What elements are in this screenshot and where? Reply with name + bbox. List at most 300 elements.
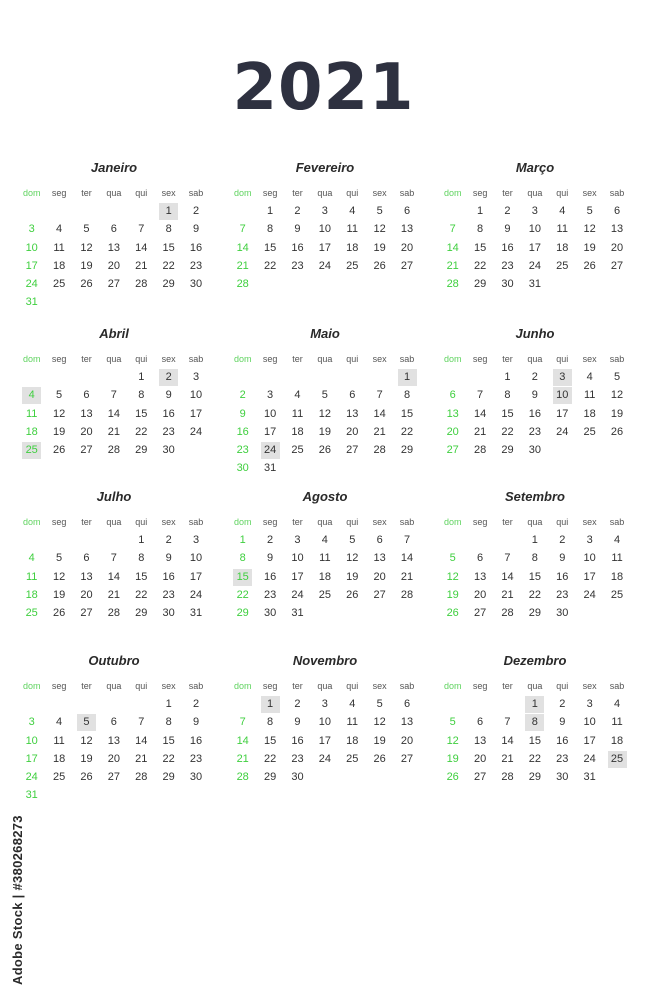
weekday-header: sab bbox=[609, 354, 625, 364]
weekday-header: dom bbox=[443, 354, 462, 364]
day-cell: 14 bbox=[446, 241, 459, 254]
day-cell: 23 bbox=[189, 259, 203, 272]
day-cell: 31 bbox=[528, 278, 541, 291]
month-block bbox=[18, 160, 210, 312]
day-cell: 15 bbox=[135, 407, 148, 420]
empty-cell bbox=[73, 695, 100, 713]
day-cell: 23 bbox=[236, 444, 249, 457]
day-cell: 30 bbox=[189, 278, 203, 291]
weekday-header: ter bbox=[292, 681, 303, 691]
day-cell: 26 bbox=[80, 771, 93, 784]
day-cell: 13 bbox=[346, 407, 359, 420]
weekday-header: ter bbox=[502, 517, 513, 527]
day-cell: 20 bbox=[107, 752, 120, 765]
day-cell: 23 bbox=[556, 588, 569, 601]
day-cell: 27 bbox=[400, 752, 414, 765]
day-cell: 6 bbox=[613, 205, 621, 217]
day-cell: 12 bbox=[373, 716, 386, 729]
day-cell: 13 bbox=[610, 223, 624, 236]
day-cell: 18 bbox=[52, 259, 66, 272]
weekday-header: dom bbox=[443, 517, 462, 527]
day-cell: 6 bbox=[449, 389, 456, 402]
day-cell: 29 bbox=[135, 607, 148, 620]
empty-cell bbox=[256, 368, 283, 386]
empty-cell bbox=[494, 695, 521, 713]
day-cell: 7 bbox=[376, 389, 383, 402]
day-cell: 26 bbox=[446, 771, 459, 784]
day-cell: 12 bbox=[346, 552, 359, 565]
day-cell: 4 bbox=[349, 698, 356, 710]
weekday-header: sex bbox=[372, 188, 387, 198]
day-cell: 29 bbox=[236, 607, 249, 620]
day-cell: 24 bbox=[25, 771, 38, 784]
holiday-day: 5 bbox=[73, 713, 100, 731]
day-cell: 5 bbox=[376, 205, 383, 217]
empty-cell bbox=[100, 368, 127, 386]
day-cell: 17 bbox=[291, 570, 304, 583]
day-cell: 4 bbox=[56, 716, 63, 729]
weekday-header: sab bbox=[399, 517, 415, 527]
weekday-header: sab bbox=[188, 681, 204, 691]
day-cell: 19 bbox=[52, 588, 66, 601]
day-cell: 10 bbox=[189, 552, 203, 565]
empty-cell bbox=[284, 368, 311, 386]
empty-cell bbox=[311, 368, 338, 386]
weekday-header: sab bbox=[188, 517, 204, 527]
day-cell: 4 bbox=[321, 534, 328, 546]
day-cell: 20 bbox=[80, 425, 93, 438]
holiday-day: 10 bbox=[549, 386, 576, 404]
weekday-header: qua bbox=[106, 188, 122, 198]
weekday-header: qui bbox=[135, 681, 148, 691]
day-cell: 23 bbox=[291, 752, 304, 765]
day-cell: 15 bbox=[473, 241, 487, 254]
month-name: Maio bbox=[310, 326, 340, 341]
day-cell: 3 bbox=[294, 534, 301, 546]
day-cell: 10 bbox=[25, 241, 38, 254]
day-cell: 17 bbox=[189, 570, 203, 583]
day-cell: 2 bbox=[559, 534, 566, 546]
day-cell: 28 bbox=[373, 444, 386, 457]
day-cell: 10 bbox=[25, 734, 38, 747]
weekday-header: dom bbox=[233, 681, 252, 691]
day-cell: 10 bbox=[189, 389, 203, 402]
day-cell: 16 bbox=[291, 241, 304, 254]
day-cell: 5 bbox=[449, 552, 456, 565]
weekday-header: seg bbox=[51, 681, 67, 691]
day-cell: 6 bbox=[110, 716, 117, 729]
weekday-header: dom bbox=[233, 354, 252, 364]
empty-cell bbox=[45, 695, 72, 713]
month-name: Fevereiro bbox=[295, 160, 355, 175]
day-cell: 4 bbox=[586, 371, 593, 383]
weekday-header: qua bbox=[527, 681, 543, 691]
month-name: Outubro bbox=[88, 653, 140, 668]
day-cell: 18 bbox=[291, 425, 304, 438]
day-cell: 20 bbox=[610, 241, 624, 254]
weekday-header: qua bbox=[106, 681, 122, 691]
day-cell: 10 bbox=[318, 716, 331, 729]
day-cell: 25 bbox=[610, 588, 624, 601]
day-cell: 26 bbox=[373, 752, 386, 765]
day-cell: 25 bbox=[318, 588, 331, 601]
weekday-header: qui bbox=[346, 188, 359, 198]
weekday-header: qua bbox=[527, 188, 543, 198]
day-cell: 29 bbox=[263, 771, 277, 784]
weekday-header: seg bbox=[262, 517, 278, 527]
weekday-header: sex bbox=[372, 517, 387, 527]
weekday-header: ter bbox=[81, 354, 92, 364]
day-cell: 25 bbox=[346, 752, 359, 765]
day-cell: 21 bbox=[501, 588, 514, 601]
day-cell: 26 bbox=[610, 425, 624, 438]
day-cell: 30 bbox=[162, 607, 175, 620]
day-cell: 28 bbox=[400, 588, 414, 601]
day-cell: 12 bbox=[446, 570, 459, 583]
day-cell: 8 bbox=[403, 389, 411, 402]
day-cell: 18 bbox=[346, 241, 359, 254]
weekday-header: ter bbox=[292, 517, 303, 527]
month-name: Julho bbox=[96, 489, 132, 504]
day-cell: 2 bbox=[239, 389, 246, 402]
day-cell: 21 bbox=[236, 752, 249, 765]
weekday-header: qua bbox=[527, 354, 543, 364]
holiday-day: 3 bbox=[549, 368, 576, 386]
day-cell: 20 bbox=[400, 734, 414, 747]
day-cell: 30 bbox=[528, 444, 541, 457]
day-cell: 7 bbox=[403, 534, 411, 546]
day-cell: 18 bbox=[25, 425, 38, 438]
day-cell: 10 bbox=[528, 223, 541, 236]
day-cell: 29 bbox=[501, 444, 514, 457]
day-cell: 16 bbox=[189, 241, 203, 254]
empty-cell bbox=[229, 695, 256, 713]
day-cell: 14 bbox=[473, 407, 487, 420]
weekday-header: qua bbox=[317, 354, 333, 364]
empty-cell bbox=[494, 531, 521, 549]
day-cell: 10 bbox=[583, 552, 596, 565]
day-cell: 30 bbox=[291, 771, 304, 784]
day-cell: 29 bbox=[400, 444, 414, 457]
weekday-header: sex bbox=[582, 517, 597, 527]
month-block bbox=[18, 653, 210, 805]
day-cell: 15 bbox=[528, 570, 541, 583]
day-cell: 6 bbox=[477, 716, 484, 729]
weekday-header: seg bbox=[472, 517, 488, 527]
day-cell: 29 bbox=[162, 771, 175, 784]
day-cell: 9 bbox=[559, 716, 566, 729]
day-cell: 24 bbox=[318, 259, 331, 272]
day-cell: 17 bbox=[318, 734, 331, 747]
holiday-day: 1 bbox=[521, 695, 548, 713]
day-cell: 2 bbox=[294, 205, 301, 217]
day-cell: 12 bbox=[80, 241, 93, 254]
day-cell: 30 bbox=[556, 607, 569, 620]
month-block bbox=[18, 489, 210, 622]
day-cell: 29 bbox=[162, 278, 175, 291]
day-cell: 26 bbox=[583, 259, 596, 272]
weekday-header: ter bbox=[292, 354, 303, 364]
stock-watermark-id: Adobe Stock | #380268273 bbox=[10, 815, 25, 985]
month-name: Dezembro bbox=[503, 653, 567, 668]
month-name: Setembro bbox=[505, 489, 565, 504]
weekday-header: qui bbox=[135, 354, 148, 364]
day-cell: 5 bbox=[586, 205, 593, 217]
day-cell: 10 bbox=[583, 716, 596, 729]
holiday-day: 25 bbox=[18, 441, 45, 459]
day-cell: 11 bbox=[583, 389, 596, 402]
day-cell: 9 bbox=[531, 389, 538, 402]
day-cell: 8 bbox=[138, 552, 145, 565]
day-cell: 9 bbox=[559, 552, 566, 565]
day-cell: 6 bbox=[83, 552, 90, 565]
day-cell: 21 bbox=[446, 259, 459, 272]
weekday-header: sab bbox=[188, 188, 204, 198]
day-cell: 15 bbox=[528, 734, 541, 747]
day-cell: 20 bbox=[80, 588, 93, 601]
day-cell: 27 bbox=[107, 771, 120, 784]
weekday-header: seg bbox=[472, 681, 488, 691]
weekday-header: sab bbox=[609, 188, 625, 198]
day-cell: 25 bbox=[556, 259, 569, 272]
day-cell: 12 bbox=[52, 570, 66, 583]
day-cell: 1 bbox=[477, 205, 484, 217]
empty-cell bbox=[128, 695, 155, 713]
day-cell: 16 bbox=[162, 570, 175, 583]
day-cell: 2 bbox=[559, 698, 566, 710]
day-cell: 11 bbox=[346, 716, 358, 729]
empty-cell bbox=[466, 368, 493, 386]
day-cell: 28 bbox=[236, 771, 249, 784]
day-cell: 19 bbox=[346, 570, 359, 583]
day-cell: 9 bbox=[192, 716, 200, 729]
day-cell: 20 bbox=[373, 570, 386, 583]
day-cell: 16 bbox=[556, 570, 569, 583]
day-cell: 28 bbox=[107, 444, 120, 457]
day-cell: 9 bbox=[239, 407, 246, 420]
day-cell: 31 bbox=[25, 789, 38, 802]
day-cell: 4 bbox=[559, 205, 566, 217]
day-cell: 26 bbox=[346, 588, 359, 601]
day-cell: 25 bbox=[52, 278, 66, 291]
day-cell: 2 bbox=[165, 534, 172, 546]
day-cell: 11 bbox=[319, 552, 331, 565]
weekday-header: sab bbox=[609, 681, 625, 691]
day-cell: 12 bbox=[610, 389, 624, 402]
weekday-header: sex bbox=[161, 681, 176, 691]
weekday-header: ter bbox=[81, 188, 92, 198]
day-cell: 14 bbox=[400, 552, 414, 565]
holiday-day: 15 bbox=[229, 568, 256, 586]
day-cell: 19 bbox=[583, 241, 596, 254]
day-cell: 25 bbox=[291, 444, 304, 457]
day-cell: 17 bbox=[318, 241, 331, 254]
day-cell: 9 bbox=[192, 223, 200, 236]
day-cell: 28 bbox=[135, 278, 148, 291]
day-cell: 7 bbox=[477, 389, 484, 402]
day-cell: 16 bbox=[291, 734, 304, 747]
day-cell: 20 bbox=[107, 259, 120, 272]
day-cell: 1 bbox=[504, 371, 511, 383]
day-cell: 6 bbox=[349, 389, 356, 402]
day-cell: 20 bbox=[473, 752, 487, 765]
day-cell: 22 bbox=[263, 259, 277, 272]
day-cell: 25 bbox=[346, 259, 359, 272]
day-cell: 23 bbox=[528, 425, 541, 438]
day-cell: 8 bbox=[267, 223, 274, 236]
day-cell: 5 bbox=[83, 223, 90, 236]
day-cell: 16 bbox=[528, 407, 541, 420]
weekday-header: qui bbox=[135, 517, 148, 527]
day-cell: 14 bbox=[501, 570, 514, 583]
day-cell: 11 bbox=[611, 716, 623, 729]
day-cell: 24 bbox=[583, 752, 596, 765]
weekday-header: dom bbox=[22, 681, 41, 691]
empty-cell bbox=[45, 202, 72, 220]
day-cell: 26 bbox=[318, 444, 331, 457]
day-cell: 27 bbox=[80, 607, 93, 620]
day-cell: 22 bbox=[263, 752, 277, 765]
day-cell: 24 bbox=[25, 278, 38, 291]
day-cell: 10 bbox=[318, 223, 331, 236]
day-cell: 16 bbox=[556, 734, 569, 747]
day-cell: 14 bbox=[135, 734, 148, 747]
day-cell: 7 bbox=[239, 223, 246, 236]
holiday-day: 2 bbox=[155, 368, 182, 386]
day-cell: 19 bbox=[610, 407, 624, 420]
month-name: Março bbox=[515, 160, 555, 175]
day-cell: 27 bbox=[373, 588, 386, 601]
weekday-header: sex bbox=[582, 188, 597, 198]
day-cell: 3 bbox=[28, 716, 35, 729]
weekday-header: sab bbox=[399, 354, 415, 364]
day-cell: 21 bbox=[135, 259, 148, 272]
day-cell: 17 bbox=[583, 734, 596, 747]
month-block bbox=[229, 160, 421, 293]
empty-cell bbox=[229, 368, 256, 386]
day-cell: 21 bbox=[501, 752, 514, 765]
day-cell: 23 bbox=[263, 588, 277, 601]
empty-cell bbox=[366, 368, 393, 386]
weekday-header: sab bbox=[609, 517, 625, 527]
day-cell: 13 bbox=[80, 407, 93, 420]
holiday-day: 8 bbox=[521, 713, 548, 731]
empty-cell bbox=[18, 531, 45, 549]
day-cell: 18 bbox=[346, 734, 359, 747]
day-cell: 20 bbox=[473, 588, 487, 601]
day-cell: 21 bbox=[373, 425, 386, 438]
day-cell: 30 bbox=[189, 771, 203, 784]
weekday-header: qui bbox=[556, 354, 569, 364]
day-cell: 18 bbox=[318, 570, 331, 583]
empty-cell bbox=[439, 368, 466, 386]
day-cell: 11 bbox=[556, 223, 568, 236]
day-cell: 1 bbox=[138, 371, 145, 383]
day-cell: 23 bbox=[501, 259, 514, 272]
weekday-header: dom bbox=[233, 517, 252, 527]
weekday-header: seg bbox=[51, 354, 67, 364]
day-cell: 7 bbox=[110, 389, 117, 402]
day-cell: 15 bbox=[135, 570, 148, 583]
day-cell: 27 bbox=[400, 259, 414, 272]
day-cell: 31 bbox=[291, 607, 304, 620]
day-cell: 6 bbox=[110, 223, 117, 236]
day-cell: 2 bbox=[504, 205, 511, 217]
day-cell: 7 bbox=[239, 716, 246, 729]
weekday-header: qui bbox=[556, 517, 569, 527]
day-cell: 18 bbox=[25, 588, 38, 601]
day-cell: 14 bbox=[501, 734, 514, 747]
weekday-header: dom bbox=[443, 188, 462, 198]
day-cell: 12 bbox=[52, 407, 66, 420]
day-cell: 22 bbox=[400, 425, 414, 438]
day-cell: 15 bbox=[263, 734, 277, 747]
day-cell: 14 bbox=[236, 734, 249, 747]
weekday-header: qua bbox=[106, 354, 122, 364]
day-cell: 21 bbox=[107, 588, 120, 601]
day-cell: 21 bbox=[135, 752, 148, 765]
day-cell: 10 bbox=[263, 407, 277, 420]
day-cell: 8 bbox=[239, 552, 246, 565]
day-cell: 14 bbox=[107, 570, 120, 583]
day-cell: 18 bbox=[583, 407, 596, 420]
weekday-header: qua bbox=[317, 517, 333, 527]
day-cell: 6 bbox=[83, 389, 90, 402]
day-cell: 4 bbox=[56, 223, 63, 236]
day-cell: 8 bbox=[165, 716, 172, 729]
day-cell: 9 bbox=[267, 552, 274, 565]
day-cell: 24 bbox=[583, 588, 596, 601]
weekday-header: dom bbox=[443, 681, 462, 691]
day-cell: 14 bbox=[236, 241, 249, 254]
day-cell: 24 bbox=[318, 752, 331, 765]
day-cell: 5 bbox=[321, 389, 328, 402]
day-cell: 29 bbox=[473, 278, 487, 291]
weekday-header: ter bbox=[502, 188, 513, 198]
day-cell: 20 bbox=[346, 425, 359, 438]
day-cell: 17 bbox=[25, 259, 38, 272]
empty-cell bbox=[466, 531, 493, 549]
day-cell: 14 bbox=[373, 407, 386, 420]
day-cell: 11 bbox=[346, 223, 358, 236]
day-cell: 3 bbox=[192, 371, 200, 383]
day-cell: 5 bbox=[449, 716, 456, 729]
day-cell: 28 bbox=[501, 607, 514, 620]
day-cell: 3 bbox=[586, 534, 593, 546]
day-cell: 1 bbox=[239, 534, 246, 546]
day-cell: 28 bbox=[236, 278, 249, 291]
day-cell: 16 bbox=[189, 734, 203, 747]
day-cell: 15 bbox=[162, 734, 175, 747]
day-cell: 5 bbox=[349, 534, 356, 546]
day-cell: 19 bbox=[373, 241, 386, 254]
day-cell: 17 bbox=[583, 570, 596, 583]
holiday-day: 25 bbox=[603, 750, 630, 768]
empty-cell bbox=[45, 531, 72, 549]
weekday-header: dom bbox=[233, 188, 252, 198]
day-cell: 22 bbox=[135, 588, 148, 601]
month-name: Junho bbox=[515, 326, 555, 341]
day-cell: 2 bbox=[294, 698, 301, 710]
month-name: Janeiro bbox=[90, 160, 138, 175]
weekday-header: seg bbox=[262, 354, 278, 364]
day-cell: 8 bbox=[165, 223, 172, 236]
day-cell: 27 bbox=[346, 444, 359, 457]
day-cell: 3 bbox=[192, 534, 200, 546]
day-cell: 10 bbox=[291, 552, 304, 565]
day-cell: 11 bbox=[611, 552, 623, 565]
day-cell: 3 bbox=[28, 223, 35, 236]
